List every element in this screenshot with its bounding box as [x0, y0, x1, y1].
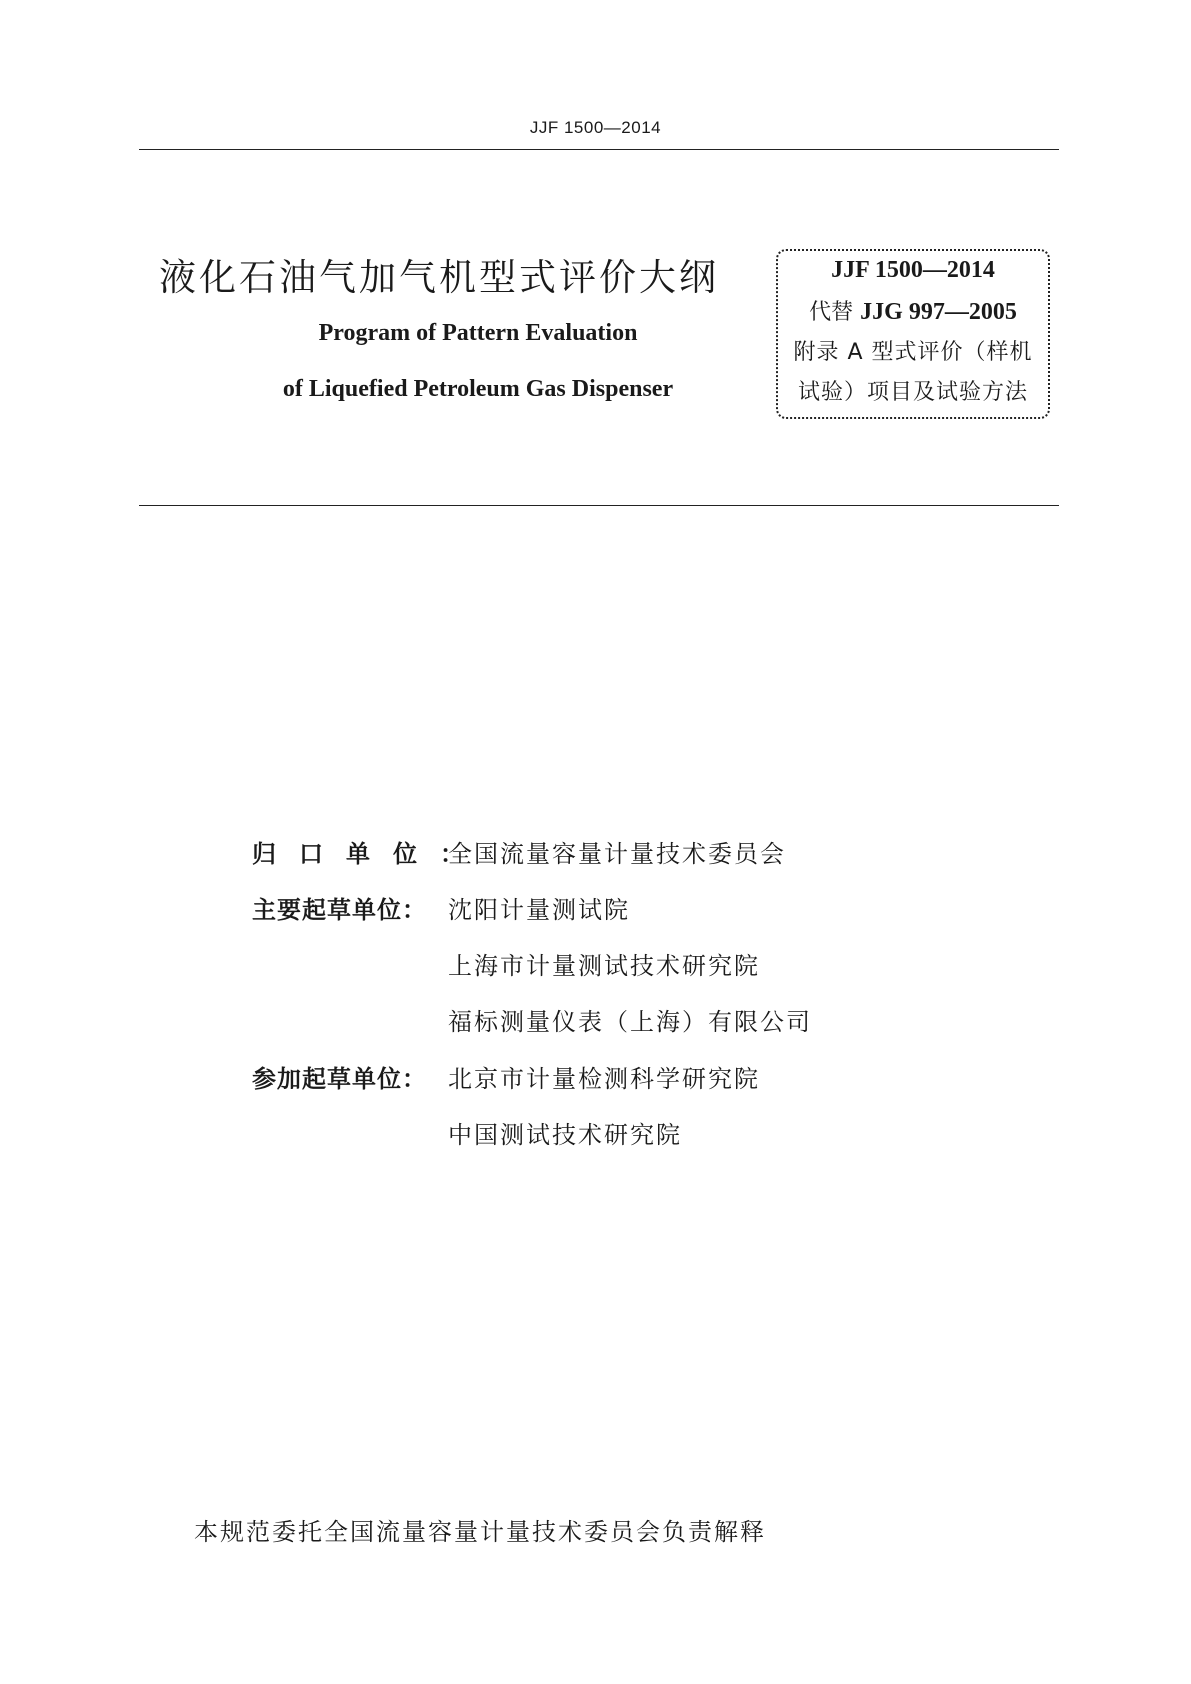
main-drafting-value-3: 福标测量仪表（上海）有限公司 [448, 1008, 812, 1036]
code-box-appendix-line2: 试验）项目及试验方法 [797, 380, 1028, 405]
main-drafting-label: 主要起草单位： [252, 896, 427, 924]
interpretation-note: 本规范委托全国流量容量计量技术委员会负责解释 [194, 1518, 766, 1546]
participating-drafting-value-1: 北京市计量检测科学研究院 [448, 1065, 760, 1093]
top-divider [139, 149, 1059, 150]
title-english-line1: Program of Pattern Evaluation [318, 320, 638, 346]
code-box-replaces-prefix: 代替 [809, 300, 854, 325]
main-drafting-value-2: 上海市计量测试技术研究院 [448, 952, 760, 980]
code-box-replaces [778, 295, 1048, 326]
bottom-divider [139, 505, 1059, 506]
code-box-replaces-code: JJG 997—2005 [860, 299, 1017, 325]
title-english-line2: of Liquefied Petroleum Gas Dispenser [282, 376, 674, 402]
title-chinese: 液化石油气加气机型式评价大纲 [159, 256, 719, 299]
participating-drafting-value-2: 中国测试技术研究院 [448, 1121, 682, 1149]
responsible-unit-value: 全国流量容量计量技术委员会 [448, 840, 786, 868]
standard-code-box [776, 249, 1050, 419]
responsible-unit-label: 归口单位： [252, 840, 487, 868]
participating-drafting-label: 参加起草单位： [252, 1065, 427, 1093]
main-drafting-value-1: 沈阳计量测试院 [448, 896, 630, 924]
code-box-appendix-line1: 附录 A 型式评价（样机 [793, 340, 1033, 365]
code-box-standard-code: JJF 1500—2014 [831, 257, 995, 283]
header-standard-code: JJF 1500—2014 [529, 118, 662, 137]
